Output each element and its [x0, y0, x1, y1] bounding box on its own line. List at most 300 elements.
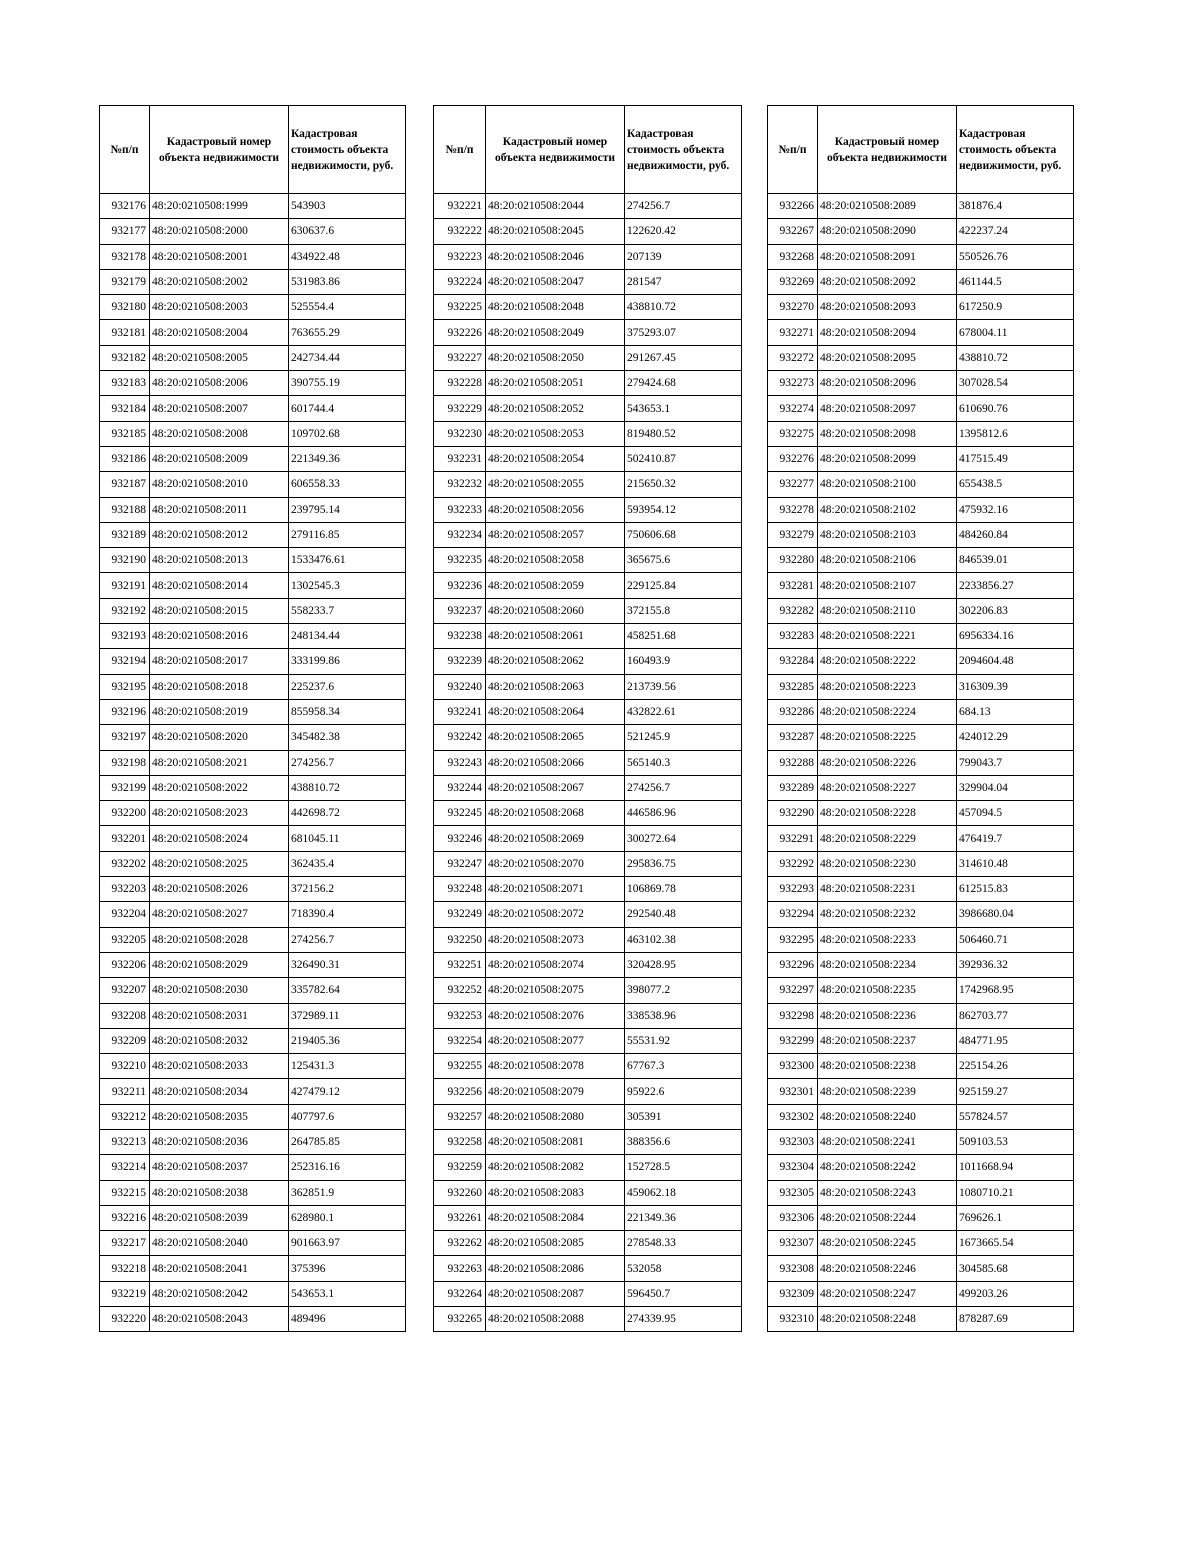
table-row	[100, 1104, 406, 1129]
row-number: 932281	[768, 573, 818, 598]
table-row	[100, 295, 406, 320]
row-number: 932264	[434, 1281, 486, 1306]
table-row	[434, 598, 742, 623]
table-row	[768, 421, 1074, 446]
table-header	[100, 106, 406, 194]
row-number: 932246	[434, 826, 486, 851]
cadastral-number: 48:20:0210508:2085	[486, 1231, 625, 1256]
cadastral-number: 48:20:0210508:2074	[486, 952, 625, 977]
cadastral-number: 48:20:0210508:2227	[818, 775, 957, 800]
cadastral-number: 48:20:0210508:2043	[150, 1307, 289, 1332]
cadastral-number: 48:20:0210508:2015	[150, 598, 289, 623]
row-number: 932288	[768, 750, 818, 775]
table-row	[434, 1104, 742, 1129]
table-row	[768, 801, 1074, 826]
table-row	[100, 573, 406, 598]
cadastral-cost: 281547	[625, 269, 742, 294]
table-row	[768, 1129, 1074, 1154]
row-number: 932282	[768, 598, 818, 623]
cadastral-number: 48:20:0210508:2044	[486, 194, 625, 219]
cadastral-cost: 422237.24	[957, 219, 1074, 244]
table-body	[434, 194, 742, 1332]
cadastral-number: 48:20:0210508:2069	[486, 826, 625, 851]
cadastral-cost: 458251.68	[625, 624, 742, 649]
cadastral-cost: 769626.1	[957, 1205, 1074, 1230]
cadastral-number: 48:20:0210508:2031	[150, 1003, 289, 1028]
cadastral-number: 48:20:0210508:2041	[150, 1256, 289, 1281]
cadastral-cost: 432822.61	[625, 699, 742, 724]
cadastral-number: 48:20:0210508:2058	[486, 548, 625, 573]
row-number: 932279	[768, 522, 818, 547]
row-number: 932259	[434, 1155, 486, 1180]
cadastral-cost: 855958.34	[289, 699, 406, 724]
cadastral-number: 48:20:0210508:2222	[818, 649, 957, 674]
row-number: 932274	[768, 396, 818, 421]
cadastral-cost: 681045.11	[289, 826, 406, 851]
row-number: 932182	[100, 345, 150, 370]
table-row	[434, 1054, 742, 1079]
cadastral-cost: 1395812.6	[957, 421, 1074, 446]
cadastral-cost: 521245.9	[625, 725, 742, 750]
cadastral-cost: 221349.36	[625, 1205, 742, 1230]
cadastral-number: 48:20:0210508:2221	[818, 624, 957, 649]
table-row	[100, 598, 406, 623]
cadastral-number: 48:20:0210508:2020	[150, 725, 289, 750]
table-row	[768, 320, 1074, 345]
cadastral-cost: 333199.86	[289, 649, 406, 674]
cadastral-cost: 617250.9	[957, 295, 1074, 320]
cadastral-cost: 219405.36	[289, 1028, 406, 1053]
row-number: 932218	[100, 1256, 150, 1281]
cadastral-cost: 362851.9	[289, 1180, 406, 1205]
row-number: 932265	[434, 1307, 486, 1332]
row-number: 932278	[768, 497, 818, 522]
cadastral-cost: 484771.95	[957, 1028, 1074, 1053]
cadastral-cost: 225154.26	[957, 1054, 1074, 1079]
cadastral-cost: 531983.86	[289, 269, 406, 294]
table-header	[768, 106, 1074, 194]
table-row	[768, 649, 1074, 674]
row-number: 932309	[768, 1281, 818, 1306]
cadastral-cost: 543653.1	[289, 1281, 406, 1306]
table-row	[100, 1307, 406, 1332]
row-number: 932215	[100, 1180, 150, 1205]
cadastral-number: 48:20:0210508:2243	[818, 1180, 957, 1205]
cadastral-cost: 628980.1	[289, 1205, 406, 1230]
row-number: 932263	[434, 1256, 486, 1281]
table-row	[434, 851, 742, 876]
cadastral-cost: 596450.7	[625, 1281, 742, 1306]
cadastral-cost: 215650.32	[625, 472, 742, 497]
cadastral-cost: 345482.38	[289, 725, 406, 750]
table-row	[768, 497, 1074, 522]
cadastral-number: 48:20:0210508:2240	[818, 1104, 957, 1129]
row-number: 932189	[100, 522, 150, 547]
cadastral-number: 48:20:0210508:2028	[150, 927, 289, 952]
cadastral-number: 48:20:0210508:2083	[486, 1180, 625, 1205]
cadastral-number: 48:20:0210508:2102	[818, 497, 957, 522]
table-row	[100, 674, 406, 699]
table-row	[434, 345, 742, 370]
row-number: 932221	[434, 194, 486, 219]
cadastral-number: 48:20:0210508:2067	[486, 775, 625, 800]
cadastral-cost: 489496	[289, 1307, 406, 1332]
cadastral-cost: 274256.7	[625, 775, 742, 800]
table-row	[768, 725, 1074, 750]
table-header	[434, 106, 742, 194]
cadastral-cost: 365675.6	[625, 548, 742, 573]
row-number: 932222	[434, 219, 486, 244]
header-cadastral-cost: Кадастровая стоимость объекта недвижимости, руб.	[625, 106, 742, 194]
cadastral-number: 48:20:0210508:2110	[818, 598, 957, 623]
cadastral-cost: 372989.11	[289, 1003, 406, 1028]
cadastral-number: 48:20:0210508:2246	[818, 1256, 957, 1281]
table-row	[434, 649, 742, 674]
cadastral-cost: 612515.83	[957, 877, 1074, 902]
table-row	[768, 1028, 1074, 1053]
row-number: 932277	[768, 472, 818, 497]
cadastral-number: 48:20:0210508:2235	[818, 978, 957, 1003]
cadastral-number: 48:20:0210508:2040	[150, 1231, 289, 1256]
table-row	[434, 1281, 742, 1306]
cadastral-number: 48:20:0210508:2008	[150, 421, 289, 446]
cadastral-number: 48:20:0210508:2048	[486, 295, 625, 320]
cadastral-number: 48:20:0210508:2078	[486, 1054, 625, 1079]
table-row	[434, 320, 742, 345]
cadastral-cost: 279116.85	[289, 522, 406, 547]
cadastral-number: 48:20:0210508:2226	[818, 750, 957, 775]
cadastral-cost: 274256.7	[289, 927, 406, 952]
row-number: 932216	[100, 1205, 150, 1230]
table-row	[100, 1003, 406, 1028]
row-number: 932214	[100, 1155, 150, 1180]
cadastral-number: 48:20:0210508:2244	[818, 1205, 957, 1230]
table-row	[434, 472, 742, 497]
table-row	[100, 927, 406, 952]
cadastral-number: 48:20:0210508:2021	[150, 750, 289, 775]
cadastral-cost: 278548.33	[625, 1231, 742, 1256]
cadastral-cost: 207139	[625, 244, 742, 269]
row-number: 932178	[100, 244, 150, 269]
cadastral-number: 48:20:0210508:2107	[818, 573, 957, 598]
cadastral-number: 48:20:0210508:2087	[486, 1281, 625, 1306]
cadastral-cost: 475932.16	[957, 497, 1074, 522]
row-number: 932191	[100, 573, 150, 598]
cadastral-cost: 106869.78	[625, 877, 742, 902]
cadastral-number: 48:20:0210508:2248	[818, 1307, 957, 1332]
table-row	[100, 1155, 406, 1180]
table-row	[434, 775, 742, 800]
cadastral-number: 48:20:0210508:2233	[818, 927, 957, 952]
cadastral-cost: 1742968.95	[957, 978, 1074, 1003]
cadastral-cost: 862703.77	[957, 1003, 1074, 1028]
row-number: 932303	[768, 1129, 818, 1154]
cadastral-cost: 407797.6	[289, 1104, 406, 1129]
table-row	[768, 1307, 1074, 1332]
table-row	[434, 1307, 742, 1332]
table-row	[768, 1231, 1074, 1256]
table-row	[434, 1231, 742, 1256]
table-body	[100, 194, 406, 1332]
cadastral-number: 48:20:0210508:2099	[818, 446, 957, 471]
cadastral-number: 48:20:0210508:2004	[150, 320, 289, 345]
cadastral-cost: 557824.57	[957, 1104, 1074, 1129]
table-row	[434, 446, 742, 471]
table-row	[768, 624, 1074, 649]
cadastral-cost: 532058	[625, 1256, 742, 1281]
cadastral-number: 48:20:0210508:2024	[150, 826, 289, 851]
cadastral-cost: 274339.95	[625, 1307, 742, 1332]
row-number: 932304	[768, 1155, 818, 1180]
cadastral-number: 48:20:0210508:2023	[150, 801, 289, 826]
cadastral-cost: 438810.72	[957, 345, 1074, 370]
cadastral-cost: 307028.54	[957, 371, 1074, 396]
cadastral-number: 48:20:0210508:2096	[818, 371, 957, 396]
cadastral-cost: 279424.68	[625, 371, 742, 396]
cadastral-cost: 302206.83	[957, 598, 1074, 623]
cadastral-cost: 300272.64	[625, 826, 742, 851]
row-number: 932210	[100, 1054, 150, 1079]
cadastral-cost: 274256.7	[625, 194, 742, 219]
cadastral-cost: 221349.36	[289, 446, 406, 471]
table-row	[100, 1205, 406, 1230]
row-number: 932206	[100, 952, 150, 977]
table-row	[100, 826, 406, 851]
cadastral-cost: 125431.3	[289, 1054, 406, 1079]
table-row	[768, 1003, 1074, 1028]
cadastral-cost: 763655.29	[289, 320, 406, 345]
cadastral-cost: 678004.11	[957, 320, 1074, 345]
row-number: 932253	[434, 1003, 486, 1028]
table-row	[768, 371, 1074, 396]
cadastral-cost: 264785.85	[289, 1129, 406, 1154]
row-number: 932285	[768, 674, 818, 699]
cadastral-cost: 1533476.61	[289, 548, 406, 573]
cadastral-number: 48:20:0210508:2051	[486, 371, 625, 396]
cadastral-cost: 750606.68	[625, 522, 742, 547]
cadastral-number: 48:20:0210508:2077	[486, 1028, 625, 1053]
cadastral-number: 48:20:0210508:2086	[486, 1256, 625, 1281]
table-row	[768, 219, 1074, 244]
row-number: 932296	[768, 952, 818, 977]
table-row	[434, 624, 742, 649]
cadastral-number: 48:20:0210508:2098	[818, 421, 957, 446]
table-row	[100, 801, 406, 826]
cadastral-number: 48:20:0210508:2042	[150, 1281, 289, 1306]
cadastral-number: 48:20:0210508:2079	[486, 1079, 625, 1104]
row-number: 932228	[434, 371, 486, 396]
table-row	[768, 598, 1074, 623]
cadastral-number: 48:20:0210508:2052	[486, 396, 625, 421]
row-number: 932217	[100, 1231, 150, 1256]
cadastral-number: 48:20:0210508:2034	[150, 1079, 289, 1104]
table-row	[100, 1028, 406, 1053]
table-row	[100, 1256, 406, 1281]
table-row	[434, 674, 742, 699]
cadastral-number: 48:20:0210508:2007	[150, 396, 289, 421]
cadastral-number: 48:20:0210508:2014	[150, 573, 289, 598]
table-row	[434, 699, 742, 724]
cadastral-number: 48:20:0210508:2224	[818, 699, 957, 724]
row-number: 932290	[768, 801, 818, 826]
row-number: 932227	[434, 345, 486, 370]
table-row	[434, 1205, 742, 1230]
cadastral-number: 48:20:0210508:2103	[818, 522, 957, 547]
cadastral-cost: 152728.5	[625, 1155, 742, 1180]
cadastral-number: 48:20:0210508:2013	[150, 548, 289, 573]
table-row	[434, 1003, 742, 1028]
table-row	[100, 1079, 406, 1104]
cadastral-cost: 543903	[289, 194, 406, 219]
cadastral-number: 48:20:0210508:2090	[818, 219, 957, 244]
cadastral-number: 48:20:0210508:2100	[818, 472, 957, 497]
cadastral-cost: 95922.6	[625, 1079, 742, 1104]
row-number: 932280	[768, 548, 818, 573]
row-number: 932205	[100, 927, 150, 952]
cadastral-cost: 213739.56	[625, 674, 742, 699]
cadastral-number: 48:20:0210508:2047	[486, 269, 625, 294]
table-row	[768, 1180, 1074, 1205]
cadastral-cost: 67767.3	[625, 1054, 742, 1079]
table-row	[434, 978, 742, 1003]
table-row	[768, 775, 1074, 800]
cadastral-number: 48:20:0210508:2241	[818, 1129, 957, 1154]
cadastral-number: 48:20:0210508:2012	[150, 522, 289, 547]
row-number: 932176	[100, 194, 150, 219]
cadastral-number: 48:20:0210508:2066	[486, 750, 625, 775]
cadastral-cost: 718390.4	[289, 902, 406, 927]
row-number: 932268	[768, 244, 818, 269]
cadastral-number: 48:20:0210508:2035	[150, 1104, 289, 1129]
row-number: 932307	[768, 1231, 818, 1256]
cadastral-cost: 329904.04	[957, 775, 1074, 800]
table-row	[100, 699, 406, 724]
table-row	[768, 548, 1074, 573]
table-row	[100, 1180, 406, 1205]
cadastral-cost: 543653.1	[625, 396, 742, 421]
cadastral-number: 48:20:0210508:2001	[150, 244, 289, 269]
cadastral-cost: 878287.69	[957, 1307, 1074, 1332]
row-number: 932199	[100, 775, 150, 800]
cadastral-cost: 476419.7	[957, 826, 1074, 851]
table-row	[434, 1129, 742, 1154]
row-number: 932213	[100, 1129, 150, 1154]
row-number: 932241	[434, 699, 486, 724]
row-number: 932188	[100, 497, 150, 522]
cadastral-table-3	[767, 105, 1074, 1332]
cadastral-cost: 434922.48	[289, 244, 406, 269]
table-row	[768, 522, 1074, 547]
table-row	[768, 851, 1074, 876]
table-row	[768, 472, 1074, 497]
table-row	[434, 497, 742, 522]
row-number: 932293	[768, 877, 818, 902]
row-number: 932251	[434, 952, 486, 977]
table-row	[100, 371, 406, 396]
cadastral-number: 48:20:0210508:2082	[486, 1155, 625, 1180]
row-number: 932306	[768, 1205, 818, 1230]
row-number: 932230	[434, 421, 486, 446]
cadastral-cost: 442698.72	[289, 801, 406, 826]
cadastral-table-1	[99, 105, 406, 1332]
cadastral-cost: 292540.48	[625, 902, 742, 927]
row-number: 932219	[100, 1281, 150, 1306]
table-row	[100, 725, 406, 750]
cadastral-number: 48:20:0210508:2229	[818, 826, 957, 851]
table-row	[768, 750, 1074, 775]
row-number: 932242	[434, 725, 486, 750]
cadastral-number: 48:20:0210508:2002	[150, 269, 289, 294]
row-number: 932256	[434, 1079, 486, 1104]
table-row	[100, 1281, 406, 1306]
cadastral-cost: 502410.87	[625, 446, 742, 471]
cadastral-number: 48:20:0210508:2025	[150, 851, 289, 876]
cadastral-cost: 1011668.94	[957, 1155, 1074, 1180]
table-row	[434, 1180, 742, 1205]
table-row	[768, 1205, 1074, 1230]
row-number: 932181	[100, 320, 150, 345]
row-number: 932295	[768, 927, 818, 952]
row-number: 932233	[434, 497, 486, 522]
cadastral-number: 48:20:0210508:2242	[818, 1155, 957, 1180]
table-row	[100, 1231, 406, 1256]
cadastral-cost: 459062.18	[625, 1180, 742, 1205]
cadastral-number: 48:20:0210508:2247	[818, 1281, 957, 1306]
row-number: 932212	[100, 1104, 150, 1129]
row-number: 932208	[100, 1003, 150, 1028]
table-row	[434, 573, 742, 598]
cadastral-number: 48:20:0210508:2231	[818, 877, 957, 902]
row-number: 932231	[434, 446, 486, 471]
table-row	[434, 269, 742, 294]
table-row	[768, 1155, 1074, 1180]
cadastral-number: 48:20:0210508:2011	[150, 497, 289, 522]
cadastral-number: 48:20:0210508:2223	[818, 674, 957, 699]
cadastral-cost: 506460.71	[957, 927, 1074, 952]
row-number: 932198	[100, 750, 150, 775]
cadastral-cost: 305391	[625, 1104, 742, 1129]
cadastral-cost: 630637.6	[289, 219, 406, 244]
row-number: 932244	[434, 775, 486, 800]
cadastral-number: 48:20:0210508:2005	[150, 345, 289, 370]
row-number: 932254	[434, 1028, 486, 1053]
table-row	[768, 1079, 1074, 1104]
row-number: 932291	[768, 826, 818, 851]
cadastral-cost: 424012.29	[957, 725, 1074, 750]
cadastral-cost: 372155.8	[625, 598, 742, 623]
table-row	[100, 472, 406, 497]
table-row	[768, 396, 1074, 421]
cadastral-number: 48:20:0210508:2065	[486, 725, 625, 750]
table-row	[434, 421, 742, 446]
cadastral-cost: 375293.07	[625, 320, 742, 345]
table-row	[434, 396, 742, 421]
cadastral-cost: 326490.31	[289, 952, 406, 977]
cadastral-number: 48:20:0210508:2032	[150, 1028, 289, 1053]
row-number: 932245	[434, 801, 486, 826]
cadastral-cost: 2233856.27	[957, 573, 1074, 598]
cadastral-cost: 225237.6	[289, 674, 406, 699]
cadastral-cost: 55531.92	[625, 1028, 742, 1053]
row-number: 932292	[768, 851, 818, 876]
row-number: 932248	[434, 877, 486, 902]
table-row	[434, 295, 742, 320]
header-cadastral-number: Кадастровый номер объекта недвижимости	[486, 106, 625, 194]
table-row	[100, 446, 406, 471]
cadastral-cost: 3986680.04	[957, 902, 1074, 927]
row-number: 932249	[434, 902, 486, 927]
cadastral-number: 48:20:0210508:2009	[150, 446, 289, 471]
